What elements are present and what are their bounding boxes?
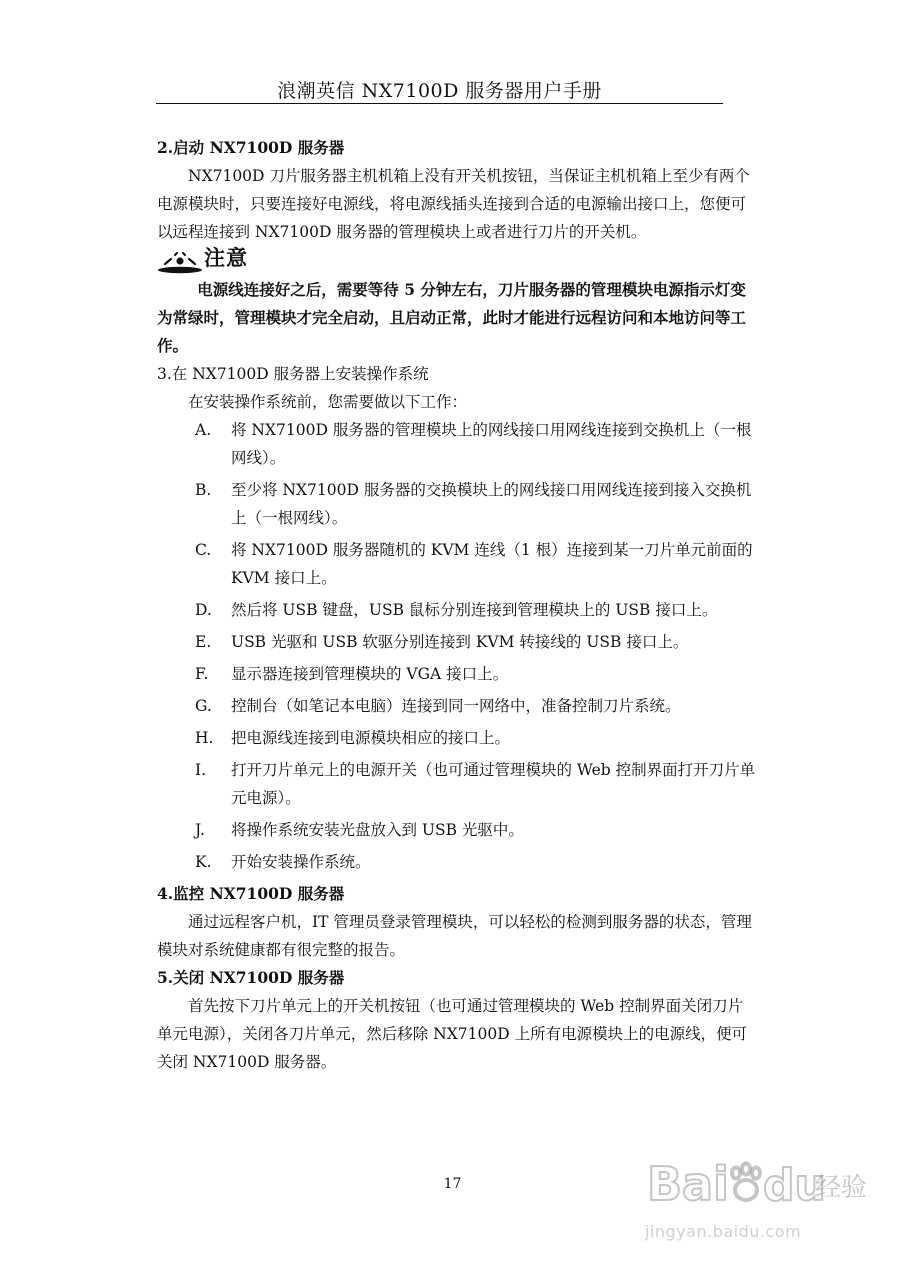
list-item xyxy=(157,816,757,844)
section-2-paragraph: NX7100D 刀片服务器主机机箱上没有开关机按钮，当保证主机机箱上至少有两个电源模块时，只要连接好电源线，将电源线插头连接到合适的电源输出接口上，您便可以远程连接到 NX7100D 服务器的管理模块上或者进行刀片的开关机。 xyxy=(157,167,750,241)
list-item-marker: C. xyxy=(195,541,212,559)
list-item-marker: F. xyxy=(195,665,209,683)
list-item-marker: G. xyxy=(195,697,212,715)
list-item xyxy=(157,692,757,720)
section-3-heading: 3.在 NX7100D 服务器上安装操作系统 xyxy=(157,365,429,383)
list-item-text: 打开刀片单元上的电源开关（也可通过管理模块的 Web 控制界面打开刀片单元电源）。 xyxy=(231,761,756,807)
list-item xyxy=(157,596,757,624)
list-item-marker: H. xyxy=(195,729,214,747)
section-3-intro: 在安装操作系统前，您需要做以下工作： xyxy=(188,393,468,411)
list-item-marker: J. xyxy=(195,821,205,839)
section-2-heading: 2.启动 NX7100D 服务器 xyxy=(157,138,345,157)
list-item xyxy=(157,756,757,812)
list-item-marker: E. xyxy=(195,633,212,651)
section-4-paragraph: 通过远程客户机，IT 管理员登录管理模块，可以轻松的检测到服务器的状态，管理模块对系统健康都有很完整的报告。 xyxy=(157,913,752,959)
watermark xyxy=(645,1148,868,1258)
list-item-text: 然后将 USB 键盘，USB 鼠标分别连接到管理模块上的 USB 接口上。 xyxy=(231,601,718,619)
page-number: 17 xyxy=(443,1176,462,1192)
list-item-text: 控制台（如笔记本电脑）连接到同一网络中，准备控制刀片系统。 xyxy=(231,697,681,715)
preparation-list xyxy=(157,416,757,876)
list-item xyxy=(157,848,757,876)
section-4-heading: 4.监控 NX7100D 服务器 xyxy=(157,884,345,903)
svg-text:du: du xyxy=(763,1160,826,1211)
list-item-text: 将操作系统安装光盘放入到 USB 光驱中。 xyxy=(231,821,524,839)
svg-text:经验: 经验 xyxy=(815,1173,868,1203)
list-item-marker: A. xyxy=(195,421,212,439)
list-item-text: 至少将 NX7100D 服务器的交换模块上的网线接口用网线连接到接入交换机上（一根网线）。 xyxy=(231,481,752,527)
note-heading xyxy=(157,246,757,276)
list-item-text: 显示器连接到管理模块的 VGA 接口上。 xyxy=(231,665,509,683)
list-item xyxy=(157,628,757,656)
list-item-marker: D. xyxy=(195,601,212,619)
baidu-paw-logo xyxy=(645,1148,868,1222)
list-item xyxy=(157,536,757,592)
page-content xyxy=(157,134,757,1076)
note-body: 电源线连接好之后，需要等待 5 分钟左右，刀片服务器的管理模块电源指示灯变为常绿时，管理模块才完全启动，且启动正常，此时才能进行远程访问和本地访问等工作。 xyxy=(157,280,747,355)
list-item-text: USB 光驱和 USB 软驱分别连接到 KVM 转接线的 USB 接口上。 xyxy=(231,633,689,651)
section-5-paragraph: 首先按下刀片单元上的开关机按钮（也可通过管理模块的 Web 控制界面关闭刀片单元电源），关闭各刀片单元，然后移除 NX7100D 上所有电源模块上的电源线，便可关闭 NX7100D 服务器。 xyxy=(157,997,748,1071)
note-label: 注意 xyxy=(204,246,248,270)
list-item-text: 开始安装操作系统。 xyxy=(231,853,371,871)
list-item-marker: B. xyxy=(195,481,212,499)
list-item xyxy=(157,416,757,472)
svg-text:Bai: Bai xyxy=(647,1157,729,1211)
watermark-url: jingyan.baidu.com xyxy=(645,1222,802,1241)
header-rule xyxy=(156,103,723,104)
list-item xyxy=(157,476,757,532)
list-item xyxy=(157,724,757,752)
list-item xyxy=(157,660,757,688)
attention-icon xyxy=(157,250,203,274)
list-item-marker: K. xyxy=(195,853,212,871)
running-header-title: 浪潮英信 NX7100D 服务器用户手册 xyxy=(277,80,602,102)
section-5-heading: 5.关闭 NX7100D 服务器 xyxy=(157,968,345,987)
list-item-text: 把电源线连接到电源模块相应的接口上。 xyxy=(231,729,511,747)
list-item-marker: I. xyxy=(195,761,207,779)
list-item-text: 将 NX7100D 服务器的管理模块上的网线接口用网线连接到交换机上（一根网线）。 xyxy=(231,421,752,467)
list-item-text: 将 NX7100D 服务器随机的 KVM 连线（1 根）连接到某一刀片单元前面的 KVM 接口上。 xyxy=(231,541,753,587)
